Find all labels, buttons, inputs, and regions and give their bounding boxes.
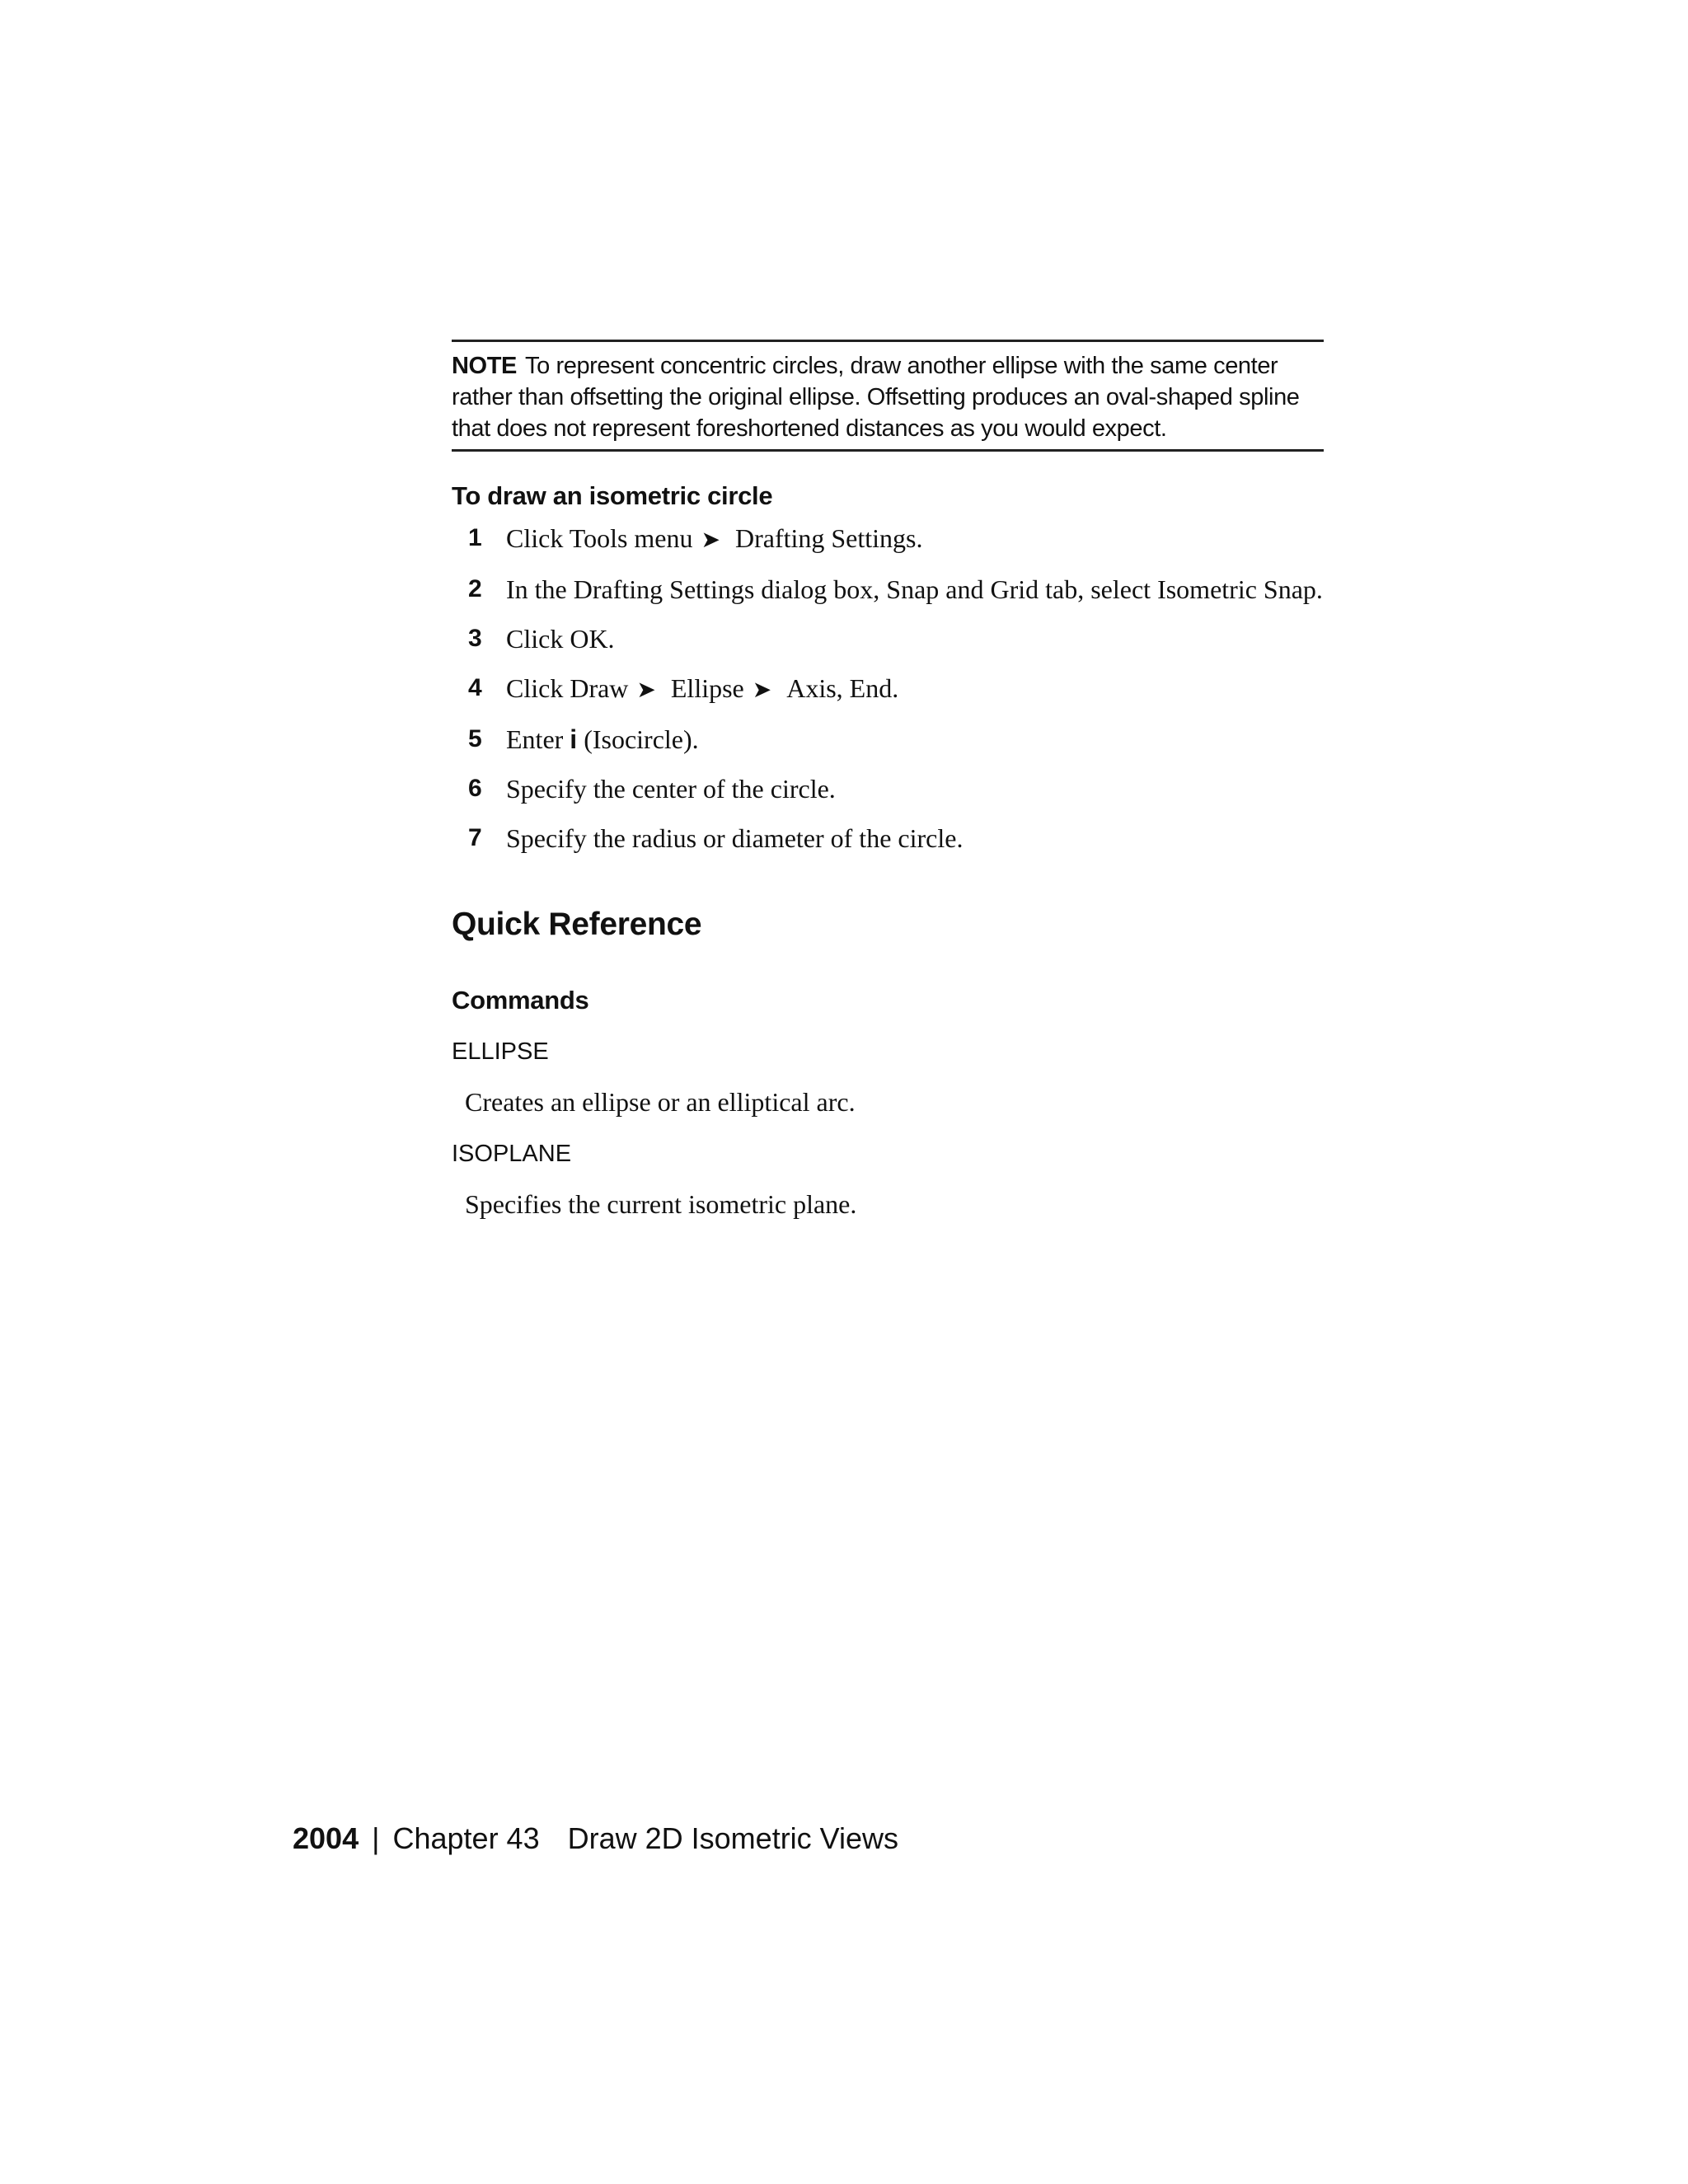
step-6 [452,773,1324,804]
input-key: i [570,724,578,754]
menu-arrow-icon: ➤ [636,676,656,703]
chapter-title: Draw 2D Isometric Views [567,1821,899,1855]
quick-reference-title: Quick Reference [452,907,702,942]
step-7 [452,823,1324,854]
menu-arrow-icon: ➤ [752,676,772,703]
step-text: Click OK. [506,624,615,654]
command-description: Specifies the current isometric plane. [465,1189,857,1219]
step-number: 1 [468,524,482,551]
menu-path-part: Click Draw [506,673,629,703]
command-name: ELLIPSE [452,1038,549,1065]
step-text: In the Drafting Settings dialog box, Snap and Grid tab, select Isometric Snap. [506,574,1323,604]
step-number: 6 [468,775,482,802]
step-number: 2 [468,575,482,602]
menu-path-part: Axis, End. [786,673,899,703]
note-box [452,340,1324,452]
commands-heading: Commands [452,986,589,1015]
procedure-heading: To draw an isometric circle [452,481,773,510]
step-number: 4 [468,674,482,701]
chapter-label: Chapter 43 [392,1821,540,1855]
step-number: 3 [468,625,482,652]
note-label: NOTE [452,353,517,379]
step-text [506,523,1324,555]
step-5 [452,724,1324,755]
command-name: ISOPLANE [452,1141,572,1167]
step-4 [452,673,1324,705]
footer-separator: | [372,1821,380,1855]
step-2 [452,574,1324,605]
step-text [506,724,1324,755]
step-1 [452,523,1324,555]
page-number: 2004 [293,1821,359,1855]
procedure-steps [452,523,1324,854]
step-text: Specify the radius or diameter of the circle. [506,823,964,853]
step-3 [452,623,1324,654]
page-footer [293,1821,898,1856]
step-text-suffix: (Isocircle). [577,724,699,754]
note-text: To represent concentric circles, draw another ellipse with the same center rather than offsetting the original ellipse. Offsetting produces an oval-shaped spline that does not represent foreshortened distances as you would expect. [452,353,1300,442]
menu-path-part: Click Tools menu [506,523,693,553]
step-number: 5 [468,725,482,752]
step-text: Specify the center of the circle. [506,774,836,804]
step-text [506,673,1324,705]
step-number: 7 [468,824,482,851]
step-text-prefix: Enter [506,724,570,754]
page-content [452,340,1324,1220]
menu-path-part: Ellipse [670,673,744,703]
menu-arrow-icon: ➤ [701,526,720,553]
command-description: Creates an ellipse or an elliptical arc. [465,1087,856,1117]
menu-path-part: Drafting Settings. [734,523,923,553]
